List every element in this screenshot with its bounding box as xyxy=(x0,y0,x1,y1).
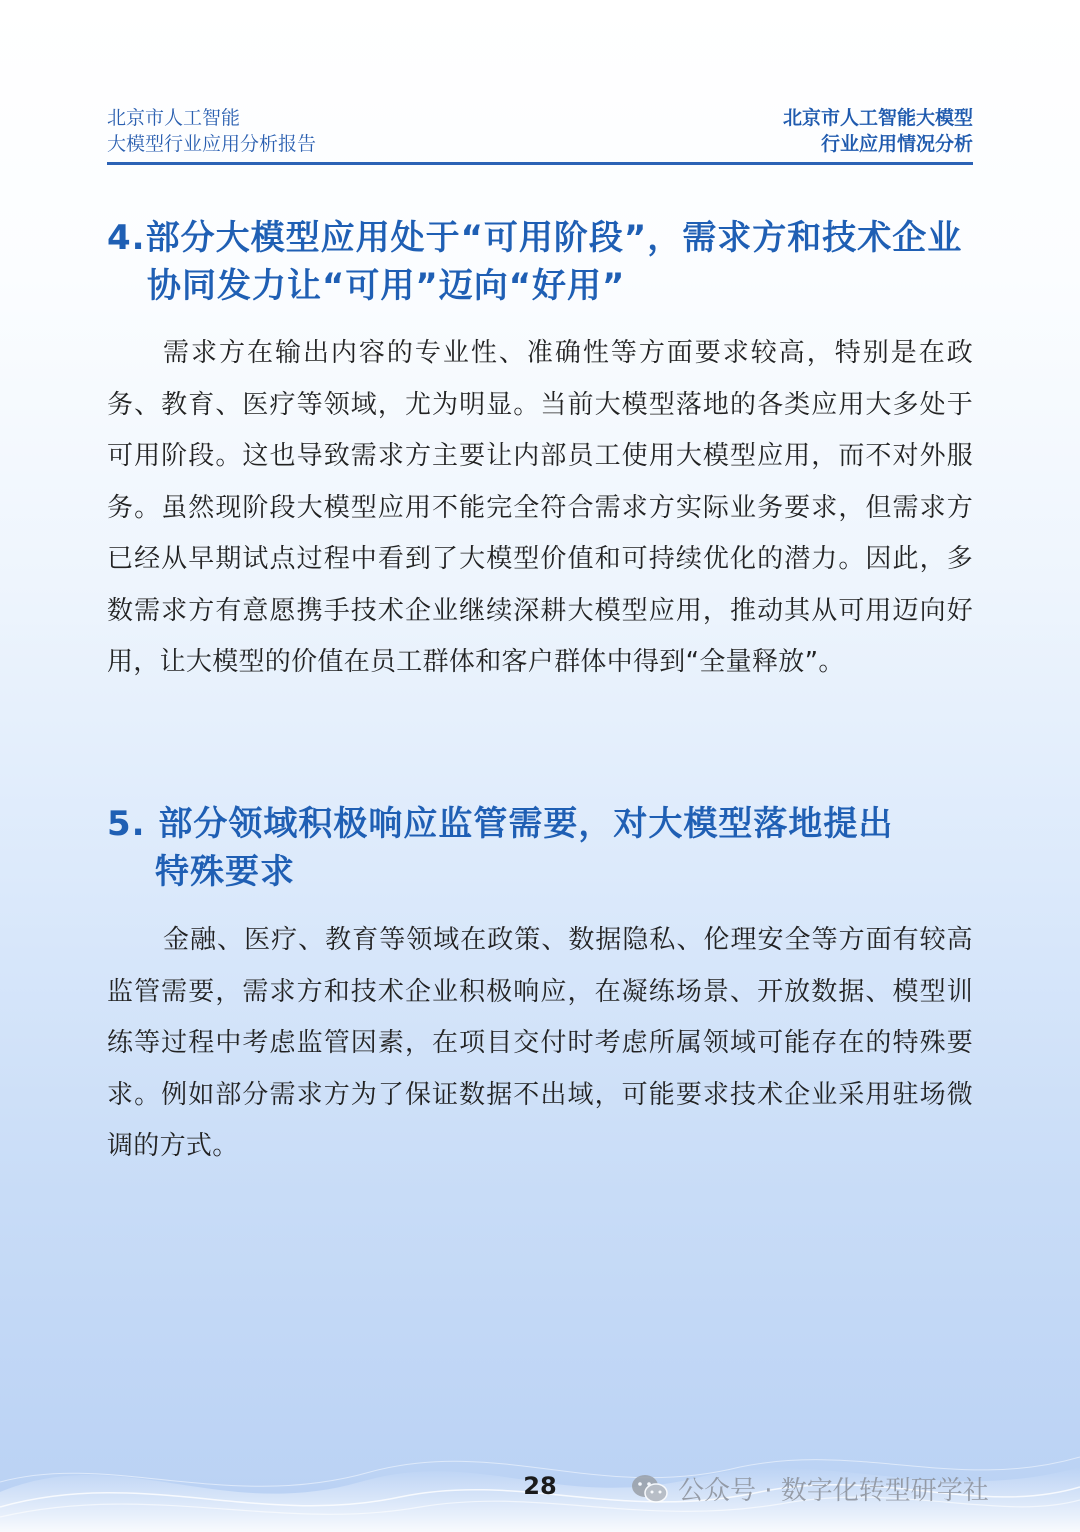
watermark xyxy=(630,1470,989,1507)
section-5-heading-line2: 特殊要求 xyxy=(155,852,295,892)
section-5-heading xyxy=(107,800,977,896)
report-title-line2: 大模型行业应用分析报告 xyxy=(107,133,317,155)
report-title-line1: 北京市人工智能 xyxy=(107,107,241,129)
section-4-paragraph: 需求方在输出内容的专业性、准确性等方面要求较高，特别是在政务、教育、医疗等领域，尤为明显。当前大模型落地的各类应用大多处于可用阶段。这也导致需求方主要让内部员工使用大模型应用，而不对外服务。虽然现阶段大模型应用不能完全符合需求方实际业务要求，但需求方已经从早期试点过程中看到了大模型价值和可持续优化的潜力。因此，多数需求方有意愿携手技术企业继续深耕大模型应用，推动其从可用迈向好用，让大模型的价值在员工群体和客户群体中得到“全量释放”。 xyxy=(107,338,973,677)
section-4-heading-line1: 4.部分大模型应用处于“可用阶段”，需求方和技术企业 xyxy=(107,218,963,258)
section-5-paragraph: 金融、医疗、教育等领域在政策、数据隐私、伦理安全等方面有较高监管需要，需求方和技术企业积极响应，在凝练场景、开放数据、模型训练等过程中考虑监管因素，在项目交付时考虑所属领域可能存在的特殊要求。例如部分需求方为了保证数据不出域，可能要求技术企业采用驻场微调的方式。 xyxy=(107,925,973,1161)
report-title xyxy=(107,105,316,157)
section-4-heading-line2: 协同发力让“可用”迈向“好用” xyxy=(147,266,626,306)
section-4-heading xyxy=(107,214,977,310)
page-header xyxy=(107,105,973,163)
watermark-text: 公众号 · 数字化转型研学社 xyxy=(678,1476,989,1506)
chapter-title xyxy=(783,105,973,157)
page-number: 28 xyxy=(523,1472,557,1500)
chapter-title-line1: 北京市人工智能大模型 xyxy=(782,107,973,129)
chapter-title-line2: 行业应用情况分析 xyxy=(820,133,973,155)
header-divider xyxy=(107,162,973,165)
section-5-heading-line1: 5. 部分领域积极响应监管需要，对大模型落地提出 xyxy=(107,804,894,844)
wechat-icon xyxy=(630,1473,670,1505)
